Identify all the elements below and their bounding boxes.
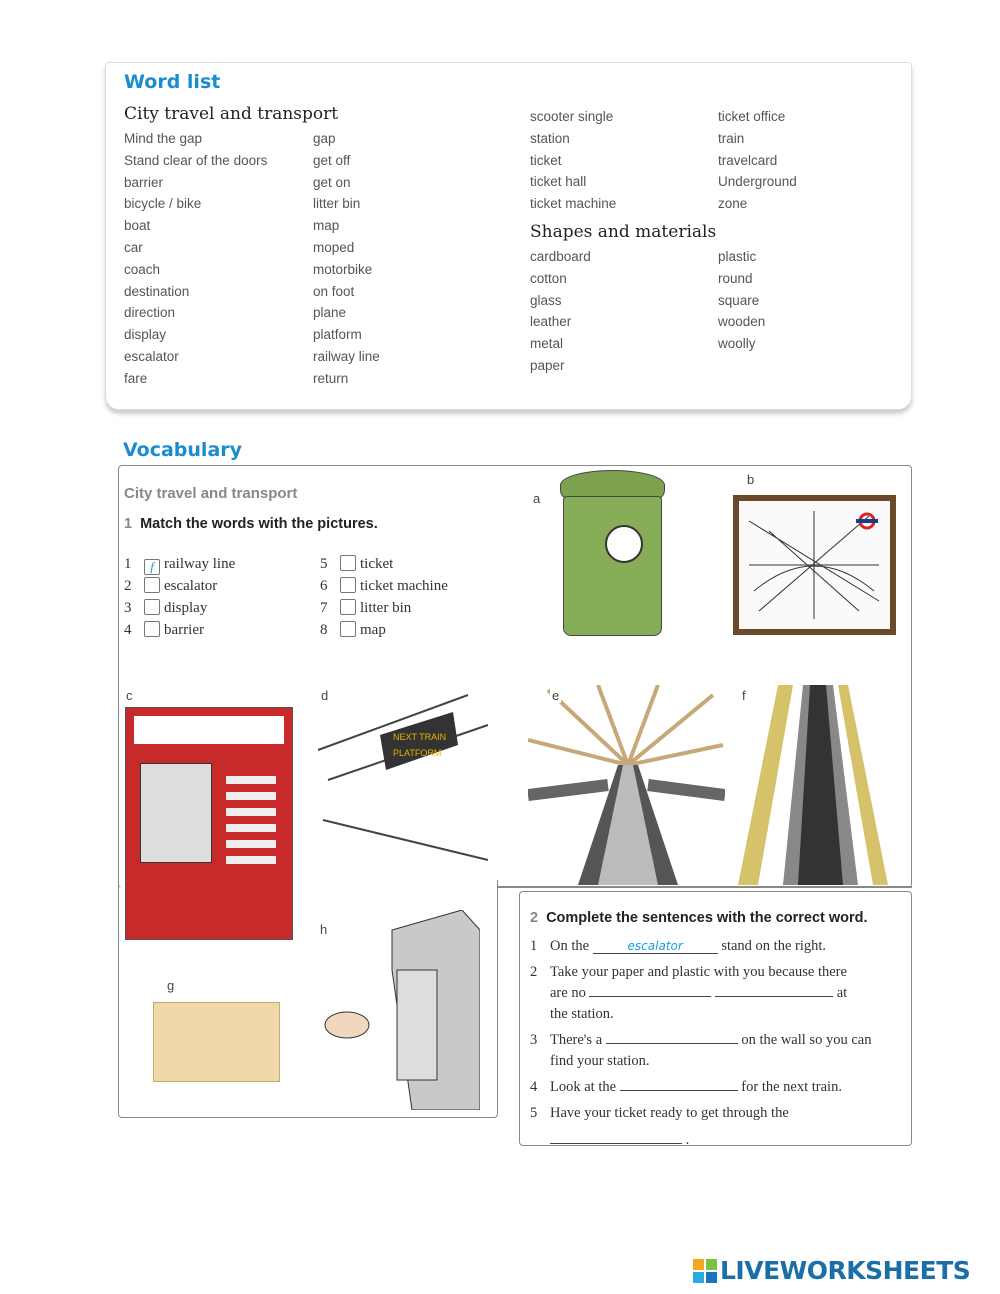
word-list-item: ticket office — [718, 109, 786, 124]
barrier-picture — [322, 910, 480, 1110]
word-list-item: Mind the gap — [124, 131, 203, 146]
word-column-5 — [530, 246, 591, 377]
section-shapes-materials: Shapes and materials — [530, 222, 717, 242]
match-item — [320, 553, 448, 575]
exercise-number: 1 — [124, 516, 133, 532]
word-list-item: car — [124, 239, 143, 255]
item-number: 6 — [320, 578, 328, 594]
sentence-text: Take your paper and plastic with you because there — [550, 964, 847, 980]
sentence-text: the station. — [550, 1006, 614, 1022]
word-list-item: square — [718, 292, 760, 308]
word-list-item: escalator — [124, 348, 179, 364]
word-list-item: direction — [124, 305, 176, 321]
exercise-number: 2 — [530, 910, 539, 926]
item-word: litter bin — [360, 600, 412, 616]
word-list-item: gap — [313, 131, 336, 146]
picture-label-g: g — [167, 978, 175, 993]
vocabulary-title: Vocabulary — [123, 439, 243, 461]
item-word: map — [360, 622, 386, 638]
word-list-item: plane — [313, 305, 347, 321]
item-number: 5 — [320, 556, 328, 572]
word-list-item: boat — [124, 218, 151, 234]
sentence-number: 5 — [530, 1105, 538, 1121]
word-column-2 — [313, 128, 380, 390]
answer-input-2a[interactable] — [589, 983, 711, 997]
word-column-6 — [718, 246, 765, 355]
word-list-item: moped — [313, 239, 355, 255]
word-list-item: woolly — [718, 336, 756, 352]
answer-checkbox[interactable] — [340, 621, 356, 637]
word-list-item: ticket — [530, 152, 562, 168]
answer-checkbox[interactable] — [340, 599, 356, 615]
match-item — [124, 619, 235, 641]
item-number: 4 — [124, 622, 132, 638]
word-list-item: map — [313, 218, 340, 234]
sentence-text: at — [836, 985, 848, 1001]
exercise-2-sentences — [530, 936, 905, 1151]
item-number: 7 — [320, 600, 328, 616]
item-word: escalator — [164, 578, 218, 594]
sentence-number: 2 — [530, 964, 538, 980]
match-item — [320, 619, 448, 641]
item-word: display — [164, 600, 208, 616]
word-list-item: leather — [530, 314, 572, 330]
answer-checkbox[interactable] — [144, 599, 160, 615]
picture-label-a: a — [533, 491, 541, 506]
word-list-item: glass — [530, 292, 562, 308]
sentence-text: find your station. — [550, 1053, 650, 1069]
match-item — [320, 575, 448, 597]
word-list-item: get on — [313, 174, 351, 190]
sentence-text: There's a — [550, 1032, 603, 1048]
word-list-title: Word list — [124, 71, 221, 93]
sentence-text: stand on the right. — [721, 938, 827, 954]
litter-bin-picture — [555, 470, 670, 645]
underground-map-picture — [733, 495, 896, 635]
liveworksheets-logo — [693, 1256, 970, 1285]
vocabulary-subtitle: City travel and transport — [124, 485, 298, 502]
sentence-text: on the wall so you can — [741, 1032, 872, 1048]
instruction-text: Match the words with the pictures. — [140, 516, 378, 532]
word-list-item: return — [313, 370, 349, 386]
answer-checkbox[interactable] — [144, 577, 160, 593]
ticket-machine-picture — [125, 707, 293, 940]
word-column-1 — [124, 128, 267, 390]
answer-checkbox[interactable] — [340, 555, 356, 571]
answer-input-5[interactable] — [550, 1130, 682, 1144]
word-list-item: zone — [718, 196, 748, 212]
svg-text:NEXT TRAIN: NEXT TRAIN — [393, 732, 447, 742]
word-list-item: bicycle / bike — [124, 196, 202, 212]
sentence-number: 1 — [530, 938, 538, 954]
word-list-item: travelcard — [718, 152, 778, 168]
display-picture — [318, 690, 493, 875]
answer-checkbox[interactable] — [144, 621, 160, 637]
answer-checkbox[interactable] — [340, 577, 356, 593]
word-column-4 — [718, 106, 797, 215]
sentence-text: are no — [550, 985, 586, 1001]
answer-checkbox[interactable]: f — [144, 559, 160, 575]
sentence-2 — [530, 962, 905, 1025]
word-list-item: ticket hall — [530, 174, 587, 190]
word-list-panel — [105, 62, 912, 410]
logo-icon — [693, 1259, 717, 1283]
item-number: 3 — [124, 600, 132, 616]
sentence-3 — [530, 1030, 905, 1072]
word-list-item: motorbike — [313, 261, 373, 277]
sentence-5 — [530, 1103, 905, 1151]
match-item — [320, 597, 448, 619]
escalator-picture — [528, 685, 725, 885]
match-item — [124, 575, 235, 597]
sentence-text: . — [685, 1132, 690, 1148]
item-word: ticket — [360, 556, 394, 572]
picture-label-c: c — [126, 688, 133, 703]
item-number: 8 — [320, 622, 328, 638]
item-word: ticket machine — [360, 578, 448, 594]
word-list-item: Underground — [718, 174, 797, 190]
sentence-text: Have your ticket ready to get through the — [550, 1105, 789, 1121]
item-number: 1 — [124, 556, 132, 572]
exercise-1-column-left — [124, 553, 235, 641]
match-item — [124, 553, 235, 575]
section-city-travel: City travel and transport — [124, 104, 339, 124]
exercise-2-panel — [519, 891, 912, 1146]
item-word: railway line — [164, 556, 236, 572]
word-list-item: metal — [530, 336, 564, 352]
answer-input-3[interactable] — [606, 1030, 738, 1044]
picture-label-d: d — [321, 688, 329, 703]
word-list-item: fare — [124, 370, 148, 386]
picture-label-b: b — [747, 472, 755, 487]
word-list-item: on foot — [313, 283, 355, 299]
logo-text: LIVEWORKSHEETS — [720, 1256, 971, 1285]
word-list-item: plastic — [718, 249, 757, 264]
picture-label-h: h — [320, 922, 328, 937]
instruction-text: Complete the sentences with the correct word. — [546, 910, 868, 926]
exercise-2-instruction — [530, 910, 868, 926]
word-list-item: platform — [313, 327, 362, 343]
divider — [497, 886, 912, 888]
word-list-item: coach — [124, 261, 161, 277]
word-column-3 — [530, 106, 616, 215]
word-list-item: ticket machine — [530, 196, 617, 212]
picture-label-e: e — [552, 688, 560, 703]
exercise-1-column-right — [320, 553, 448, 641]
word-list-item: railway line — [313, 348, 380, 364]
sentence-4 — [530, 1077, 905, 1098]
match-item — [124, 597, 235, 619]
word-list-item: scooter single — [530, 109, 614, 124]
word-list-item: train — [718, 130, 745, 146]
word-list-item: destination — [124, 283, 190, 299]
picture-label-f: f — [742, 688, 746, 703]
word-list-item: wooden — [718, 314, 766, 330]
sentence-1 — [530, 936, 905, 962]
word-list-item: Stand clear of the doors — [124, 152, 268, 168]
sentence-number: 3 — [530, 1032, 538, 1048]
word-list-item: cotton — [530, 270, 567, 286]
answer-input-2b[interactable] — [715, 983, 833, 997]
sentence-number: 4 — [530, 1079, 538, 1095]
exercise-1-instruction — [124, 516, 378, 532]
word-list-item: get off — [313, 152, 351, 168]
ticket-picture — [153, 1002, 280, 1082]
sentence-text: On the — [550, 938, 590, 954]
word-list-item: barrier — [124, 174, 164, 190]
word-list-item: litter bin — [313, 196, 361, 212]
answer-input-4[interactable] — [620, 1077, 738, 1091]
sentence-text: Look at the — [550, 1079, 617, 1095]
railway-line-picture — [738, 685, 910, 885]
answer-input-1[interactable]: escalator — [593, 940, 718, 954]
item-word: barrier — [164, 622, 204, 638]
word-list-item: station — [530, 130, 570, 146]
svg-text:PLATFORM: PLATFORM — [393, 748, 442, 758]
word-list-item: cardboard — [530, 249, 591, 264]
sentence-text: for the next train. — [741, 1079, 842, 1095]
word-list-item: display — [124, 327, 167, 343]
word-list-item: round — [718, 270, 753, 286]
word-list-item: paper — [530, 357, 565, 373]
item-number: 2 — [124, 578, 132, 594]
